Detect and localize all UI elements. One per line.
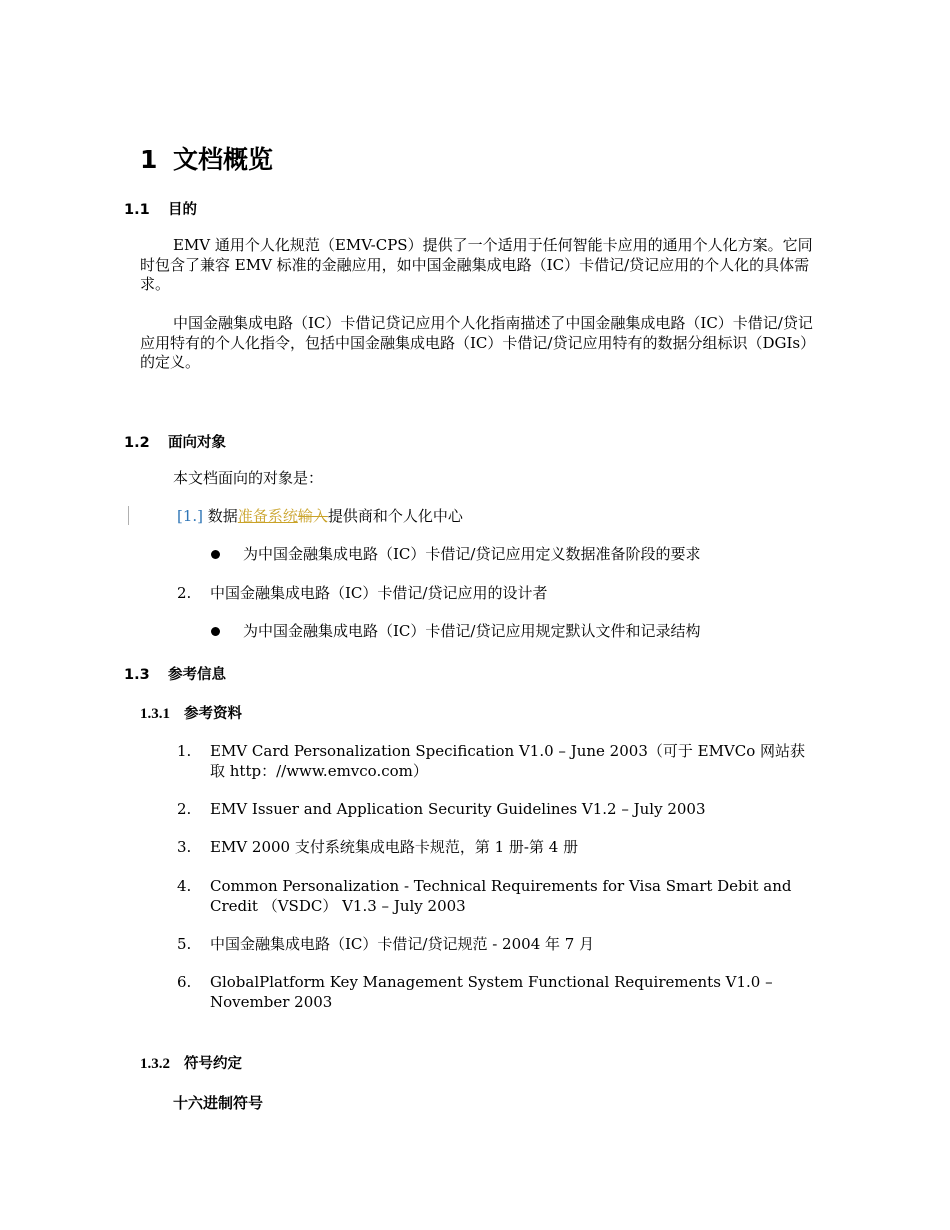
reference-item xyxy=(177,838,817,858)
reference-item xyxy=(177,877,817,916)
bullet-icon xyxy=(210,545,243,565)
section-title: 目的 xyxy=(168,202,197,218)
reference-item xyxy=(177,742,817,781)
subsection-number: 1.3.2 xyxy=(140,1056,170,1072)
list-number: 2. xyxy=(177,584,192,602)
list-number: 2. xyxy=(177,800,192,818)
audience-item-1 xyxy=(177,507,463,527)
reference-text: Common Personalization - Technical Requirements for Visa Smart Debit and Credit （VSDC） V1.3 – July 2003 xyxy=(210,877,792,915)
reference-item xyxy=(177,973,837,1012)
chapter-heading xyxy=(140,140,273,176)
inserted-text: 准备系统 xyxy=(237,507,298,525)
chapter-title: 文档概览 xyxy=(173,145,274,174)
section-number: 1.3 xyxy=(124,667,150,683)
section-title: 参考信息 xyxy=(168,667,226,683)
reference-text: 中国金融集成电路（IC）卡借记/贷记规范 - 2004 年 7 月 xyxy=(210,935,595,953)
reference-text: EMV 2000 支付系统集成电路卡规范，第 1 册-第 4 册 xyxy=(210,838,579,856)
list-number: 3. xyxy=(177,838,192,856)
list-number: [1.] xyxy=(177,507,204,525)
list-number: 1. xyxy=(177,742,192,760)
list-number: 5. xyxy=(177,935,192,953)
bullet-icon xyxy=(210,622,243,642)
item-text-post: 提供商和个人化中心 xyxy=(327,507,463,525)
section-heading-purpose xyxy=(124,198,197,219)
section-heading-references xyxy=(124,663,226,684)
section-heading-audience xyxy=(124,431,226,452)
bullet-text: 为中国金融集成电路（IC）卡借记/贷记应用规定默认文件和记录结构 xyxy=(243,622,701,640)
reference-text: EMV Card Personalization Specification V1.0 – June 2003（可于 EMVCo 网站获取 http：//www.emvco.com） xyxy=(210,742,806,780)
reference-text: GlobalPlatform Key Management System Functional Requirements V1.0 – November 2003 xyxy=(210,973,773,1011)
section-number: 1.1 xyxy=(124,202,150,218)
hex-notation-heading: 十六进制符号 xyxy=(173,1094,264,1112)
reference-item xyxy=(177,800,817,820)
subsection-number: 1.3.1 xyxy=(140,706,170,722)
audience-bullet-1 xyxy=(210,545,700,565)
purpose-paragraph-2: 中国金融集成电路（IC）卡借记贷记应用个人化指南描述了中国金融集成电路（IC）卡借记/贷记应用特有的个人化指令，包括中国金融集成电路（IC）卡借记/贷记应用特有的数据分组标识（DGIs）的定义。 xyxy=(140,314,813,371)
audience-item-2 xyxy=(177,584,817,604)
list-number: 6. xyxy=(177,973,192,991)
reference-text: EMV Issuer and Application Security Guidelines V1.2 – July 2003 xyxy=(210,800,706,818)
section-number: 1.2 xyxy=(124,435,150,451)
subsection-title: 符号约定 xyxy=(184,1056,242,1072)
subsection-heading-notation xyxy=(140,1052,242,1073)
list-number: 4. xyxy=(177,877,192,895)
subsection-title: 参考资料 xyxy=(184,706,242,722)
bullet-text: 为中国金融集成电路（IC）卡借记/贷记应用定义数据准备阶段的要求 xyxy=(243,545,701,563)
reference-item xyxy=(177,935,817,955)
audience-intro: 本文档面向的对象是： xyxy=(173,469,324,487)
deleted-text: 输入 xyxy=(297,507,328,525)
chapter-number: 1 xyxy=(140,145,158,174)
section-title: 面向对象 xyxy=(168,435,226,451)
audience-bullet-2 xyxy=(210,622,700,642)
item-text: 中国金融集成电路（IC）卡借记/贷记应用的设计者 xyxy=(210,584,548,602)
subsection-heading-reference-docs xyxy=(140,702,242,723)
purpose-paragraph-1: EMV 通用个人化规范（EMV-CPS）提供了一个适用于任何智能卡应用的通用个人化方案。它同时包含了兼容 EMV 标准的金融应用，如中国金融集成电路（IC）卡借记/贷记应用的个人化的具体需求。 xyxy=(140,236,813,293)
change-bar xyxy=(128,506,129,525)
item-text-pre: 数据 xyxy=(207,507,238,525)
